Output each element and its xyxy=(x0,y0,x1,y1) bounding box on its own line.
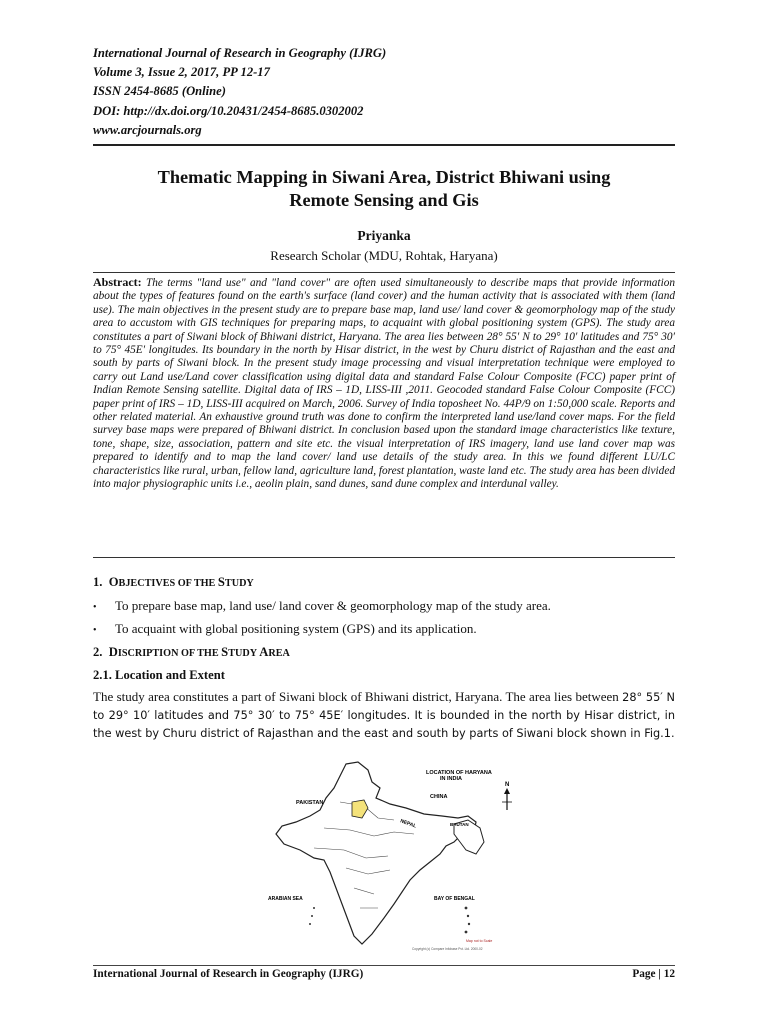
heading-cap: S xyxy=(217,575,225,589)
abstract-label: Abstract: xyxy=(93,275,142,289)
heading-text: ISCRIPTION OF THE xyxy=(117,648,222,659)
india-location-map xyxy=(254,758,522,958)
bullet-icon: • xyxy=(93,625,97,636)
journal-name: International Journal of Research in Geography (IJRG) xyxy=(93,46,387,60)
heading-text: BJECTIVES OF THE xyxy=(118,578,218,589)
section-number: 2. xyxy=(93,645,103,659)
abstract xyxy=(93,276,675,492)
section-heading-objectives xyxy=(93,575,254,590)
north-label: N xyxy=(505,782,510,788)
section-heading-description xyxy=(93,645,290,660)
journal-doi: DOI: http://dx.doi.org/10.20431/2454-8685.0302002 xyxy=(93,103,364,118)
map-credit: Map not to Scale xyxy=(466,939,493,943)
footer-divider xyxy=(93,965,675,966)
author-affiliation: Research Scholar (MDU, Rohtak, Haryana) xyxy=(270,248,498,263)
heading-text: TUDY xyxy=(228,648,260,659)
location-paragraph xyxy=(93,688,675,742)
abstract-text: The terms "land use" and "land cover" are often used simultaneously to describe maps that provide information about the types of features found on the earth's surface (land cover) and the human activity that is associated with them (land use). The main objectives in the present study are to prepare base map, land use/ land cover & geomorphology map of the study area to accustom with GIS techniques for preparing maps, to acquaint with global positioning system (GPS). The study area constitutes a part of Siwani block of Bhiwani district, Haryana. The area lies between 28° 55′ N to 29° 10′ latitudes and 75° 30′ to 75° 45E′ longitudes. Its boundary in the north by Hisar district, in the west by Churu district of Rajasthan and the east and south by parts of Siwani block. In the present study image processing and visual interpretation technique were employed to carry out Land use/Land cover classification using digital data and standard False Colour Composite (FCC) paper print of Indian Remote Sensing satellite. Digital data of IRS – 1D, LISS-III ,2011. Geocoded standard False Colour Composite (FCC) paper print of IRS – 1D, LISS-III acquired on March, 2006. Survey of India toposheet No. 44P/9 on 1:50,000 scale. Reports and other related material. An exhaustive ground truth was done to confirm the interpreted land use/land cover maps. For the field survey base maps were prepared of Bhiwani district. In conclusion based upon the standard image characteristics like texture, tone, shape, size, association, pattern and site etc. the visual interpretation of IRS imagery, land use land cover map was prepared to identify and to map the land cover/ land use details of the study area. In this we found different LU/LC characteristics like rural, urban, fellow land, agriculture land, forest plantation, waste land etc. The study area has been divided into major physiographic units i.e., aeolin plain, sand dunes, sand dune complex and interdunal valley. xyxy=(93,277,676,491)
paragraph-text: The study area constitutes a part of Siwani block of Bhiwani district, Haryana. The area lies between xyxy=(93,689,619,704)
paragraph-text: It is bounded in the north by Hisar district, in the west by Churu district of Rajasthan and the east and south by parts of Siwani block shown in Fig.1. xyxy=(93,709,675,740)
map-subtitle: IN INDIA xyxy=(440,776,462,782)
map-title: LOCATION OF HARYANA xyxy=(426,770,492,776)
section-number: 1. xyxy=(93,575,103,589)
paragraph-coordinates: 28° 55′ N to 29° 10′ latitudes and 75° 30′ to 75° 45E′ longitudes. xyxy=(93,691,675,722)
list-item xyxy=(93,598,551,614)
label-arabian-sea: ARABIAN SEA xyxy=(268,896,303,902)
subsection-heading: 2.1. Location and Extent xyxy=(93,668,225,682)
abstract-bottom-rule xyxy=(93,557,675,558)
label-china: CHINA xyxy=(430,794,448,800)
map-copyright: Copyright (c) Compare Infobase Pvt. Ltd. 2000-02 xyxy=(412,947,483,951)
journal-header xyxy=(93,44,386,140)
title-line-1: Thematic Mapping in Siwani Area, District Bhiwani using xyxy=(157,167,611,187)
heading-cap: O xyxy=(108,575,119,589)
list-item-text: To prepare base map, land use/ land cover & geomorphology map of the study area. xyxy=(115,598,551,613)
heading-cap: S xyxy=(221,645,229,659)
header-divider xyxy=(93,144,675,146)
list-item xyxy=(93,621,477,637)
label-nepal: NEPAL xyxy=(399,818,417,830)
abstract-top-rule xyxy=(93,272,675,273)
title-line-2: Remote Sensing and Gis xyxy=(289,190,479,210)
page-number: Page | 12 xyxy=(632,968,675,980)
list-item-text: To acquaint with global positioning system (GPS) and its application. xyxy=(115,621,477,636)
footer-journal: International Journal of Research in Geography (IJRG) xyxy=(93,968,364,980)
label-pakistan: PAKISTAN xyxy=(296,800,324,806)
label-bay-of-bengal: BAY OF BENGAL xyxy=(434,896,475,902)
heading-cap: A xyxy=(259,645,269,659)
journal-website: www.arcjournals.org xyxy=(93,122,202,137)
label-bhutan: BHUTAN xyxy=(450,822,469,827)
heading-text: TUDY xyxy=(224,578,254,589)
journal-issn: ISSN 2454-8685 (Online) xyxy=(93,84,226,99)
bullet-icon: • xyxy=(93,602,97,613)
author-name: Priyanka xyxy=(357,228,411,243)
heading-cap: D xyxy=(108,645,118,659)
heading-text: REA xyxy=(268,648,290,659)
paper-title xyxy=(93,166,675,212)
journal-volume: Volume 3, Issue 2, 2017, PP 12-17 xyxy=(93,65,270,80)
